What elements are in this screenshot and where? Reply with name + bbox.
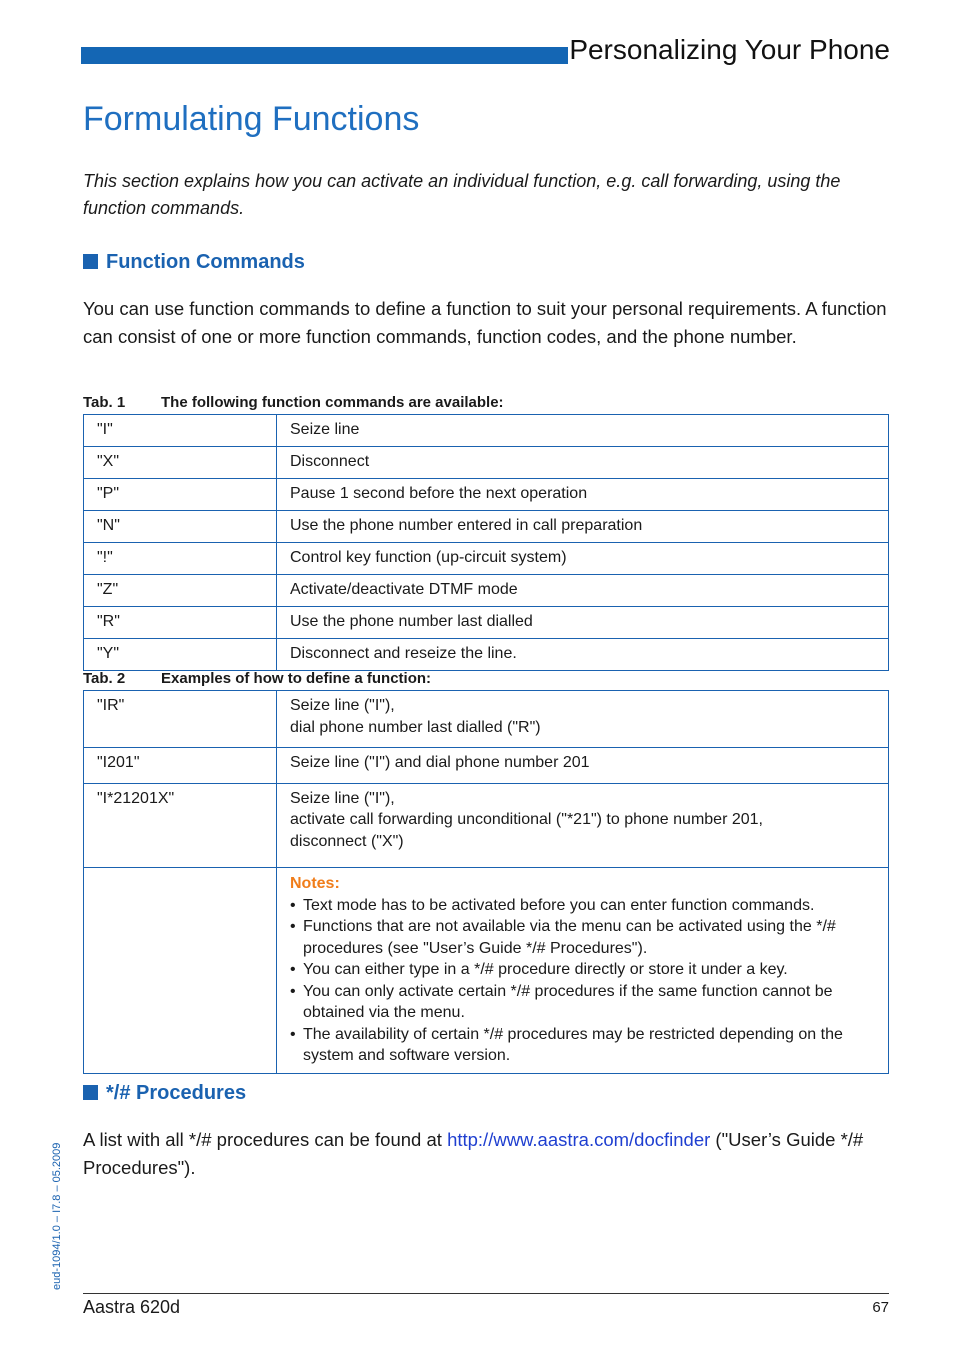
table-row [84, 783, 889, 868]
function-examples-table [83, 690, 889, 1074]
function-commands-heading [83, 251, 305, 274]
command-description: Seize line [277, 415, 889, 447]
command-description: Activate/deactivate DTMF mode [277, 575, 889, 607]
command-description: Pause 1 second before the next operation [277, 479, 889, 511]
example-code: "IR" [84, 691, 277, 748]
table2-number: Tab. 2 [83, 670, 126, 687]
notes-row [84, 868, 889, 1074]
command-code: "I" [84, 415, 277, 447]
procedures-paragraph [83, 1126, 889, 1181]
example-description-line: Seize line ("I") and dial phone number 201 [290, 754, 590, 771]
command-code: "P" [84, 479, 277, 511]
table1-caption [83, 394, 504, 411]
example-code: "I*21201X" [84, 783, 277, 868]
example-description [277, 748, 889, 784]
command-description: Disconnect [277, 447, 889, 479]
table-row [84, 691, 889, 748]
table1-number: Tab. 1 [83, 394, 126, 411]
table-row [84, 639, 889, 671]
example-description-line: disconnect ("X") [290, 832, 404, 850]
section-title: Personalizing Your Phone [569, 34, 890, 65]
header-bar [81, 47, 568, 64]
page-title: Formulating Functions [83, 100, 420, 138]
list-item: • The availability of certain */# procedures may be restricted depending on the system and software version. [290, 1024, 875, 1067]
list-item: • Text mode has to be activated before you can enter function commands. [290, 895, 875, 917]
example-description-line: activate call forwarding unconditional ("*21") to phone number 201, [290, 811, 763, 828]
table-row [84, 543, 889, 575]
table-row [84, 479, 889, 511]
function-commands-paragraph: You can use function commands to define a function to suit your personal requirements. A function can consist of one or more function commands, function codes, and the phone number. [83, 298, 887, 347]
command-description: Use the phone number entered in call preparation [277, 511, 889, 543]
table-row [84, 607, 889, 639]
square-bullet-icon [83, 254, 98, 269]
footer-product: Aastra 620d [83, 1297, 181, 1317]
table-row [84, 748, 889, 784]
notes-empty-cell [84, 868, 277, 1074]
notes-list [290, 895, 875, 1067]
procedures-heading [83, 1082, 246, 1105]
example-code: "I201" [84, 748, 277, 784]
notes-cell [277, 868, 889, 1074]
list-item: • You can only activate certain */# procedures if the same function cannot be obtained via the menu. [290, 981, 875, 1024]
function-commands-table-body [84, 415, 889, 671]
command-description: Use the phone number last dialled [277, 607, 889, 639]
list-item: • You can either type in a */# procedure directly or store it under a key. [290, 959, 875, 981]
command-code: "R" [84, 607, 277, 639]
table-row [84, 575, 889, 607]
docfinder-link[interactable]: http://www.aastra.com/docfinder [447, 1129, 711, 1150]
example-description-line: Seize line ("I"), [290, 697, 395, 714]
table-row [84, 415, 889, 447]
function-commands-table [83, 414, 889, 671]
example-description-line: dial phone number last dialled ("R") [290, 718, 541, 736]
command-description: Control key function (up-circuit system) [277, 543, 889, 575]
command-code: "Z" [84, 575, 277, 607]
example-description [277, 783, 889, 868]
command-code: "N" [84, 511, 277, 543]
square-bullet-icon [83, 1085, 98, 1100]
footer-divider [83, 1293, 889, 1294]
function-examples-table-body [84, 691, 889, 1074]
command-code: "Y" [84, 639, 277, 671]
list-item: • Functions that are not available via the menu can be activated using the */# procedures (see "User’s Guide */# Procedures"). [290, 916, 875, 959]
table1-caption-text: The following function commands are available: [161, 394, 504, 411]
function-commands-heading-label: Function Commands [106, 251, 305, 273]
notes-title: Notes: [290, 875, 340, 892]
table-row [84, 447, 889, 479]
example-description [277, 691, 889, 748]
table2-caption [83, 670, 431, 687]
command-description: Disconnect and reseize the line. [277, 639, 889, 671]
command-code: "X" [84, 447, 277, 479]
example-description-line: Seize line ("I"), [290, 789, 395, 807]
procedures-text-after: ("User’s Guide */# Procedures"). [83, 1129, 864, 1178]
procedures-heading-label: */# Procedures [106, 1082, 247, 1104]
command-code: "!" [84, 543, 277, 575]
table-row [84, 511, 889, 543]
procedures-text-before: A list with all */# procedures can be found at [83, 1129, 448, 1150]
table2-caption-text: Examples of how to define a function: [161, 670, 432, 687]
footer-page-number: 67 [872, 1299, 889, 1316]
document-id: eud-1094/1.0 – I7.8 – 05.2009 [51, 1142, 63, 1290]
intro-text: This section explains how you can activate an individual function, e.g. call forwarding, using the function commands. [83, 171, 841, 218]
